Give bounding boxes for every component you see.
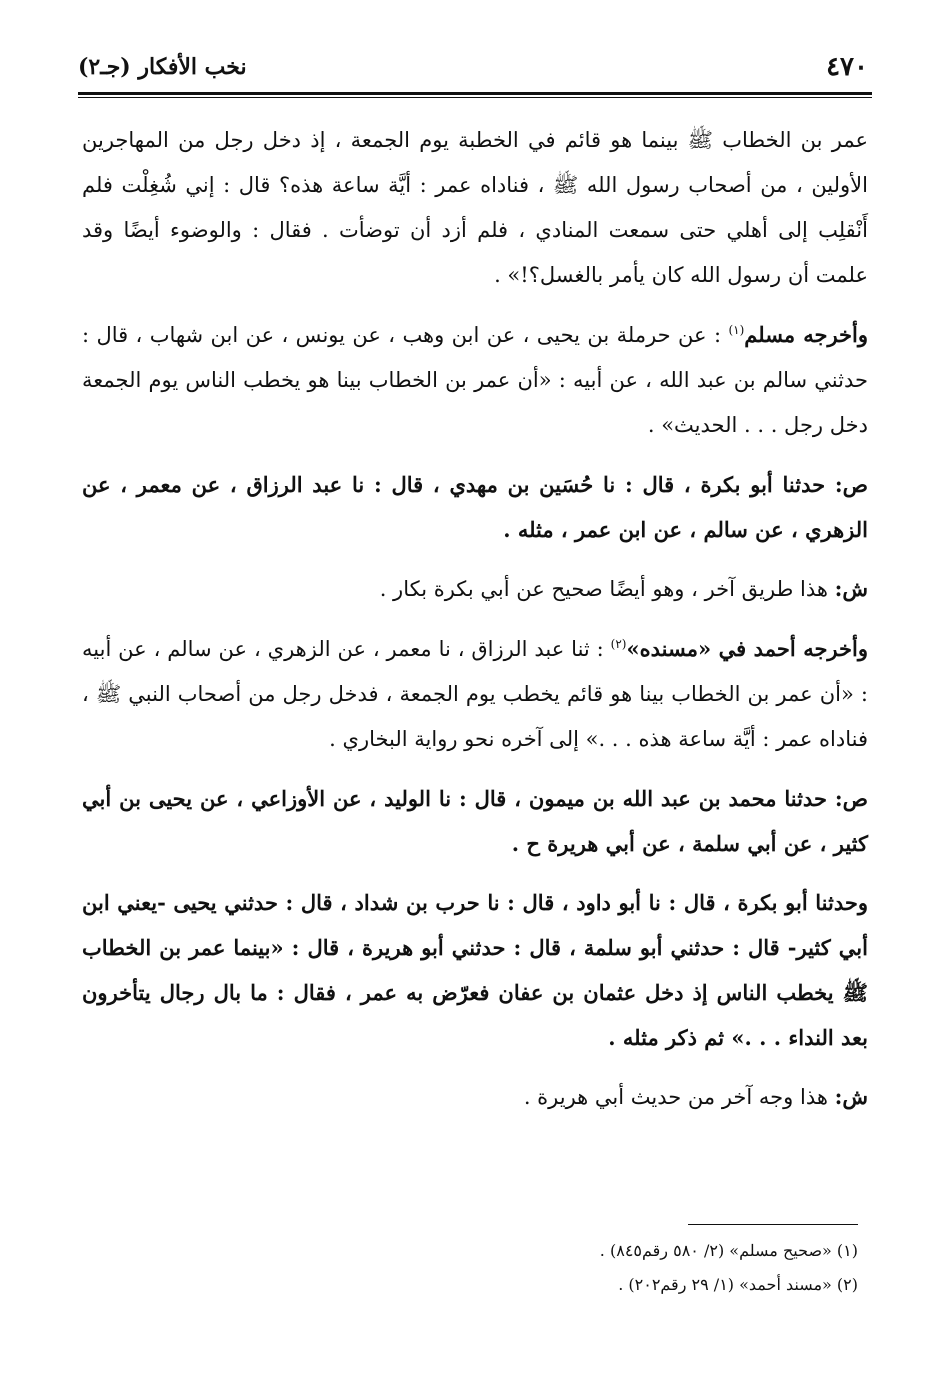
paragraph-text: : ثنا عبد الرزاق ، نا معمر ، عن الزهري ، عن سالم ، عن أبيه : «أن عمر بن الخطاب بينا هو قائم يخطب يوم الجمعة ، فدخل رجل من أصحاب النبي ﷺ ، فناداه عمر : أيَّة ساعة هذه . . .» إلى آخره نحو رواية البخاري .	[82, 637, 868, 751]
paragraph	[82, 462, 868, 552]
paragraph	[82, 118, 868, 298]
paragraph-label: وأخرجه مسلم	[744, 322, 868, 347]
paragraph	[82, 312, 868, 448]
paragraph	[82, 880, 868, 1060]
page-body	[82, 118, 868, 1134]
footnote: (٢) «مسند أحمد» (١/ ٢٩ رقم٢٠٢) .	[618, 1275, 858, 1294]
paragraph	[82, 566, 868, 612]
footnote: (١) «صحيح مسلم» (٢/ ٥٨٠ رقم٨٤٥) .	[599, 1241, 858, 1260]
footnote-rule	[688, 1224, 858, 1225]
paragraph-text: هذا وجه آخر من حديث أبي هريرة .	[523, 1085, 828, 1109]
paragraph-label: ش:	[834, 576, 868, 601]
paragraph-label: وأخرجه أحمد في «مسنده»	[626, 636, 868, 661]
paragraph-text: وحدثنا أبو بكرة ، قال : نا أبو داود ، قال : نا حرب بن شداد ، قال : حدثني يحيى -يعني ابن أبي كثير- قال : حدثني أبو سلمة ، قال : حدثني أبو هريرة ، قال : «بينما عمر بن الخطاب ﷺ يخطب الناس إذ دخل عثمان بن عفان فعرّض به عمر ، فقال : ما بال رجال يتأخرون بعد النداء . . .» ثم ذكر مثله .	[82, 890, 868, 1050]
footnote-ref: (١)	[728, 323, 745, 337]
paragraph-text: : عن حرملة بن يحيى ، عن ابن وهب ، عن يونس ، عن ابن شهاب ، قال : حدثني سالم بن عبد الله ، عن أبيه : «أن عمر بن الخطاب بينا هو يخطب الناس يوم الجمعة دخل رجل . . . الحديث» .	[82, 323, 868, 437]
paragraph	[82, 1074, 868, 1120]
footnotes	[82, 1234, 858, 1302]
paragraph-text: هذا طريق آخر ، وهو أيضًا صحيح عن أبي بكرة بكار .	[379, 577, 828, 601]
header-rule	[78, 92, 872, 95]
book-title: نخب الأفكار (جـ٢)	[78, 54, 247, 80]
paragraph-text: حدثنا محمد بن عبد الله بن ميمون ، قال : نا الوليد ، عن الأوزاعي ، عن يحيى بن أبي كثير ، عن أبي سلمة ، عن أبي هريرة ح .	[82, 786, 868, 856]
paragraph	[82, 626, 868, 762]
header-rule-thin	[78, 97, 872, 98]
page-header	[78, 48, 872, 88]
paragraph-text: عمر بن الخطاب ﷺ بينما هو قائم في الخطبة يوم الجمعة ، إذ دخل رجل من المهاجرين الأولين ، من أصحاب رسول الله ﷺ ، فناداه عمر : أيَّة ساعة هذه؟ قال : إني شُغِلْت فلم أَنْقلِب إلى أهلي حتى سمعت المنادي ، فلم أزد أن توضأت . فقال : والوضوء أيضًا وقد علمت أن رسول الله كان يأمر بالغسل؟!» .	[82, 128, 868, 287]
paragraph-text: حدثنا أبو بكرة ، قال : نا حُسَين بن مهدي ، قال : نا عبد الرزاق ، عن معمر ، عن الزهري ، عن سالم ، عن ابن عمر ، مثله .	[82, 472, 868, 542]
paragraph-label: ص:	[834, 472, 869, 497]
paragraph-label: ش:	[834, 1084, 868, 1109]
paragraph	[82, 776, 868, 866]
page-number: ٤٧٠	[826, 52, 868, 82]
paragraph-label: ص:	[834, 786, 868, 811]
footnote-ref: (٢)	[610, 637, 627, 651]
